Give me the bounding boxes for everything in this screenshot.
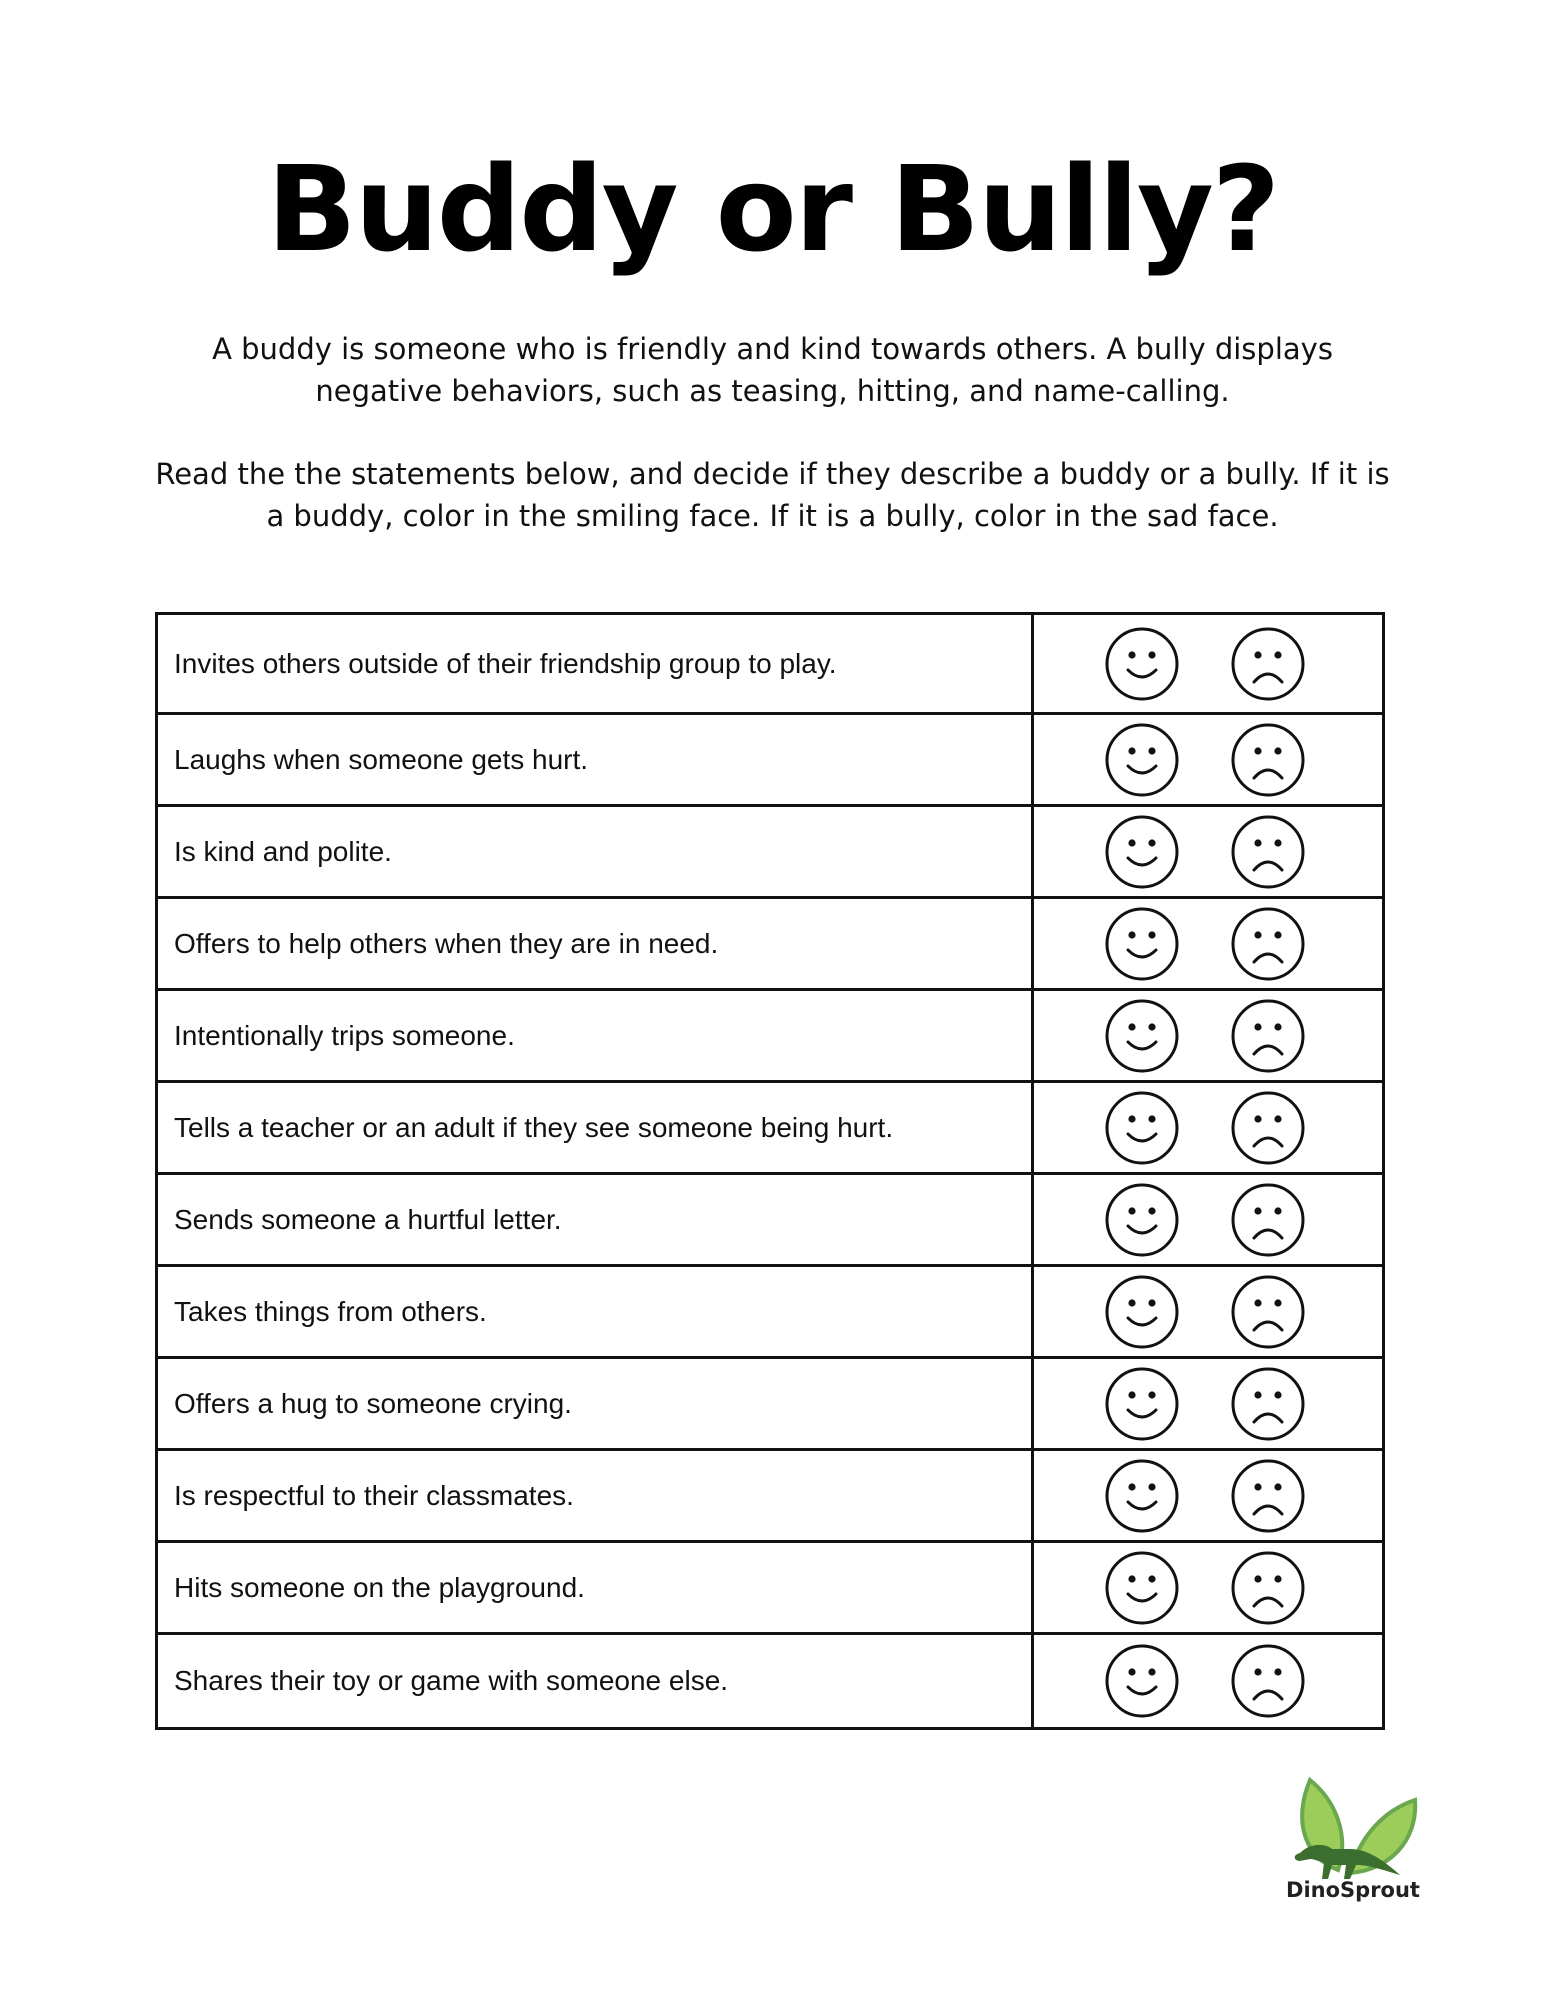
statement-text: Shares their toy or game with someone else.	[158, 1635, 1034, 1727]
sad-face-icon[interactable]	[1230, 998, 1306, 1074]
sad-face-icon[interactable]	[1230, 1366, 1306, 1442]
statement-text: Invites others outside of their friendship group to play.	[158, 615, 1034, 712]
table-row	[158, 715, 1382, 807]
table-row	[158, 899, 1382, 991]
table-row	[158, 991, 1382, 1083]
sad-face-icon[interactable]	[1230, 814, 1306, 890]
intro-paragraph-buddy-bully-definition: A buddy is someone who is friendly and kind towards others. A bully displays negative behaviors, such as teasing, hitting, and name-calling.	[212, 332, 1333, 408]
smiling-face-icon[interactable]	[1104, 1182, 1180, 1258]
smiling-face-icon[interactable]	[1104, 1274, 1180, 1350]
intro-paragraph-instructions: Read the the statements below, and decide if they describe a buddy or a bully. If it is a buddy, color in the smiling face. If it is a bully, color in the sad face.	[155, 457, 1390, 533]
face-choices	[1034, 991, 1382, 1080]
face-choices	[1034, 1359, 1382, 1448]
face-choices	[1034, 1635, 1382, 1727]
page-title: Buddy or Bully?	[266, 140, 1279, 278]
smiling-face-icon[interactable]	[1104, 998, 1180, 1074]
table-row	[158, 1451, 1382, 1543]
statement-text: Laughs when someone gets hurt.	[158, 715, 1034, 804]
face-choices	[1034, 1267, 1382, 1356]
statement-text: Intentionally trips someone.	[158, 991, 1034, 1080]
dinosprout-logo-icon	[1280, 1775, 1420, 1895]
face-choices	[1034, 1083, 1382, 1172]
smiling-face-icon[interactable]	[1104, 626, 1180, 702]
smiling-face-icon[interactable]	[1104, 814, 1180, 890]
statement-text: Is respectful to their classmates.	[158, 1451, 1034, 1540]
statement-text: Hits someone on the playground.	[158, 1543, 1034, 1632]
smiling-face-icon[interactable]	[1104, 1366, 1180, 1442]
face-choices	[1034, 1543, 1382, 1632]
face-choices	[1034, 899, 1382, 988]
table-row	[158, 1359, 1382, 1451]
statement-text: Offers a hug to someone crying.	[158, 1359, 1034, 1448]
smiling-face-icon[interactable]	[1104, 1458, 1180, 1534]
sad-face-icon[interactable]	[1230, 1274, 1306, 1350]
table-row	[158, 1543, 1382, 1635]
sad-face-icon[interactable]	[1230, 906, 1306, 982]
face-choices	[1034, 1175, 1382, 1264]
face-choices	[1034, 615, 1382, 712]
face-choices	[1034, 807, 1382, 896]
statement-text: Tells a teacher or an adult if they see someone being hurt.	[158, 1083, 1034, 1172]
smiling-face-icon[interactable]	[1104, 722, 1180, 798]
table-row	[158, 1267, 1382, 1359]
smiling-face-icon[interactable]	[1104, 1090, 1180, 1166]
table-row	[158, 615, 1382, 715]
statement-text: Offers to help others when they are in need.	[158, 899, 1034, 988]
table-row	[158, 1175, 1382, 1267]
sad-face-icon[interactable]	[1230, 1090, 1306, 1166]
sad-face-icon[interactable]	[1230, 1550, 1306, 1626]
face-choices	[1034, 715, 1382, 804]
table-row	[158, 807, 1382, 899]
sad-face-icon[interactable]	[1230, 626, 1306, 702]
sad-face-icon[interactable]	[1230, 1458, 1306, 1534]
logo-wordmark: DinoSprout	[1286, 1878, 1420, 1902]
smiling-face-icon[interactable]	[1104, 1643, 1180, 1719]
face-choices	[1034, 1451, 1382, 1540]
smiling-face-icon[interactable]	[1104, 1550, 1180, 1626]
sad-face-icon[interactable]	[1230, 722, 1306, 798]
statement-text: Is kind and polite.	[158, 807, 1034, 896]
statement-text: Takes things from others.	[158, 1267, 1034, 1356]
sad-face-icon[interactable]	[1230, 1643, 1306, 1719]
table-row	[158, 1083, 1382, 1175]
sad-face-icon[interactable]	[1230, 1182, 1306, 1258]
smiling-face-icon[interactable]	[1104, 906, 1180, 982]
statement-text: Sends someone a hurtful letter.	[158, 1175, 1034, 1264]
statements-table	[155, 612, 1385, 1730]
table-row	[158, 1635, 1382, 1727]
